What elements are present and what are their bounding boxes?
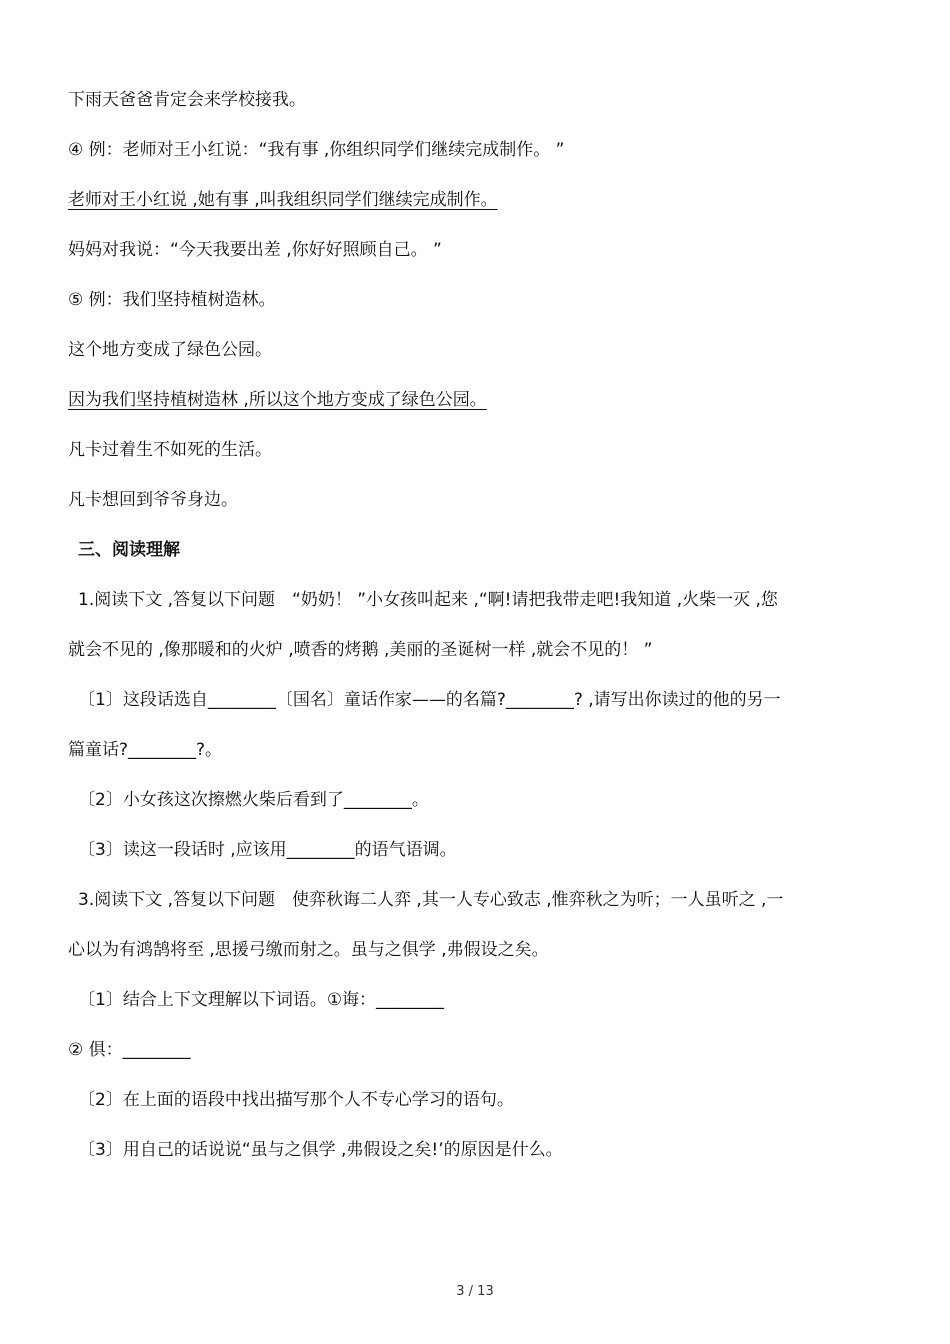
question-1-passage-cont: 就会不见的 ,像那暖和的火炉 ,喷香的烤鹅 ,美丽的圣诞树一样 ,就会不见的！ ”	[68, 640, 653, 660]
example-4-prompt: ④ 例：老师对王小红说：“我有事 ,你组织同学们继续完成制作。 ”	[68, 140, 565, 160]
section-heading: 三、阅读理解	[78, 540, 180, 560]
question-3-part-3: 〔3〕用自己的话说说“虽与之俱学 ,弗假设之矣!’的原因是什么。	[78, 1140, 563, 1160]
text-line: 下雨天爸爸肯定会来学校接我。	[68, 90, 306, 110]
question-1-part-3: 〔3〕读这一段话时 ,应该用________的语气语调。	[78, 840, 457, 860]
example-5-sentence: 这个地方变成了绿色公园。	[68, 340, 272, 360]
question-1-part-1-cont: 篇童话?________?。	[68, 740, 223, 760]
exercise-5-sentence-1: 凡卡过着生不如死的生活。	[68, 440, 272, 460]
question-1-passage: 1.阅读下文 ,答复以下问题 “奶奶！ ”小女孩叫起来 ,“啊!请把我带走吧!我知道 ,火柴一灭 ,您	[78, 590, 778, 610]
example-4-answer: 老师对王小红说 ,她有事 ,叫我组织同学们继续完成制作。	[68, 190, 498, 210]
question-1-part-2: 〔2〕小女孩这次擦燃火柴后看到了________。	[78, 790, 429, 810]
question-3-part-1-cont: ② 俱：________	[68, 1040, 191, 1060]
page-number: 3 / 13	[456, 1284, 494, 1299]
question-3-passage-cont: 心以为有鸿鹄将至 ,思援弓缴而射之。虽与之俱学 ,弗假设之矣。	[68, 940, 549, 960]
example-5-prompt: ⑤ 例：我们坚持植树造林。	[68, 290, 276, 310]
exercise-5-sentence-2: 凡卡想回到爷爷身边。	[68, 490, 238, 510]
question-3-part-1: 〔1〕结合上下文理解以下词语。①诲：________	[78, 990, 445, 1010]
question-1-part-1: 〔1〕这段话选自________〔国名〕童话作家——的名篇?________? ,请写出你读过的他的另一	[78, 690, 781, 710]
question-3-part-2: 〔2〕在上面的语段中找出描写那个人不专心学习的语句。	[78, 1090, 514, 1110]
question-3-passage: 3.阅读下文 ,答复以下问题 使弈秋诲二人弈 ,其一人专心致志 ,惟弈秋之为听；一人虽听之 ,一	[78, 890, 784, 910]
example-5-answer: 因为我们坚持植树造林 ,所以这个地方变成了绿色公园。	[68, 390, 487, 410]
exercise-4-sentence: 妈妈对我说：“今天我要出差 ,你好好照顾自己。 ”	[68, 240, 442, 260]
